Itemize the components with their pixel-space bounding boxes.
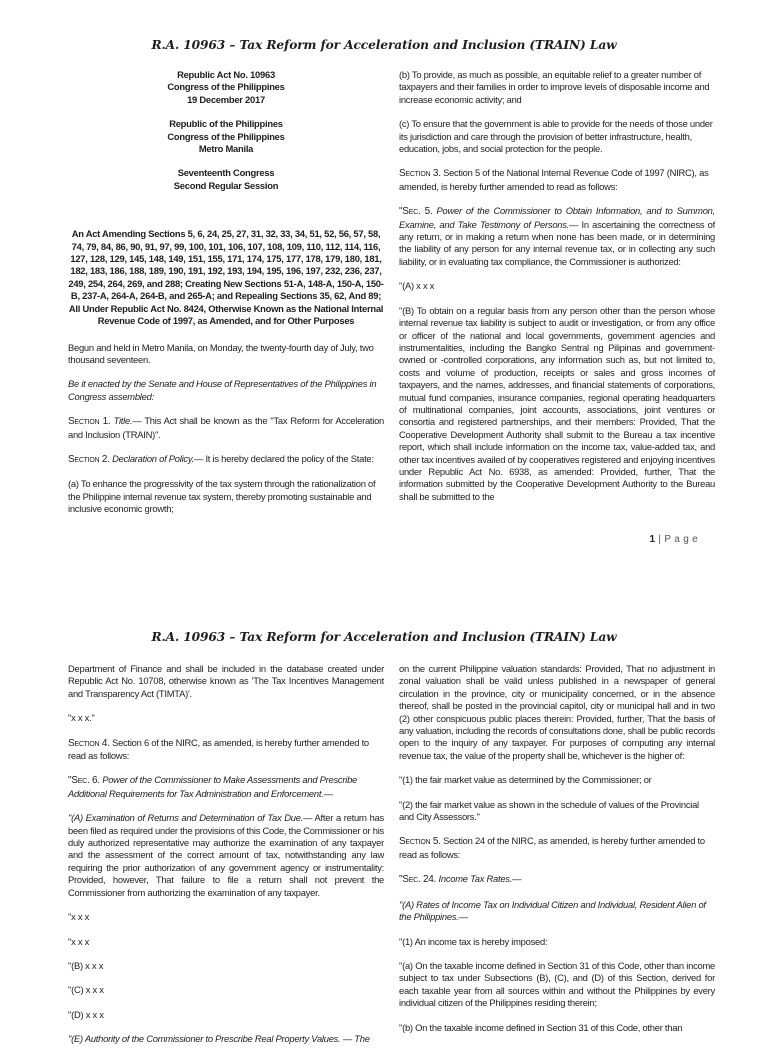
section-heading: Title.	[113, 415, 133, 427]
section-label: Section 3.	[399, 168, 441, 180]
paragraph-B: "(B) x x x	[68, 959, 104, 971]
paragraph-text: — After a return has been filed as required under the provisions of this Code, the Commissioner or his duly authorized representative may authorize the examination of any taxpayer and the assessment of the correct amount of tax, notwithstanding any law requiring the prior authorization of any government agency or instrumentality: Provided, however, That failure to file a return shall not prevent the Commissioner from authorizing the examination of any taxpayer.	[68, 812, 384, 898]
page-footer	[649, 534, 698, 545]
item-2: "(2) the fair market value as shown in the schedule of values of the Provincial and City Assessors."	[399, 798, 699, 823]
page-title: R.A. 10963 – Tax Reform for Acceleration and Inclusion (TRAIN) Law	[151, 38, 617, 52]
xxx-line: "x x x	[68, 911, 90, 923]
act-title: An Act Amending Sections 5, 6, 24, 25, 27, 31, 32, 33, 34, 51, 52, 56, 57, 58, 74, 79, 84, 86, 90, 91, 97, 99, 100, 101, 106, 107, 108, 109, 110, 112, 114, 116, 127, 128, 129, 145, 148, 149, 151, 155, 171, 174, 175, 177, 178, 179, 180, 181, 182, 183, 186, 188, 189, 190, 191, 192, 193, 194, 195, 196, 197, 232, 236, 237, 249, 254, 264, 269, and 288; Creating New Sections 51-A, 148-A, 150-A, 150-B, 237-A, 264-A, 264-B, and 265-A; and Repealing Sections 35, 62, And 89; All Under Republic Act No. 8424, Otherwise Known as the National Internal Revenue Code of 1997, as Amended, and for Other Purposes	[68, 228, 384, 327]
section-3	[399, 167, 715, 193]
act-header	[68, 69, 384, 106]
paragraph-A-rates: "(A) Rates of Income Tax on Individual Citizen and Individual, Resident Alien of the Philippines.—	[399, 898, 706, 923]
section-text: Section 6 of the NIRC, as amended, is hereby further amended to read as follows:	[68, 736, 369, 762]
item-b: "(b) On the taxable income defined in Section 31 of this Code, other than	[399, 1021, 683, 1033]
item-1: "(1) the fair market value as determined by the Commissioner; or	[399, 774, 652, 786]
section-4	[68, 737, 384, 763]
section-label: "Sec. 5.	[399, 206, 433, 218]
footer-label: P a g e	[664, 534, 698, 545]
section-heading: Income Tax Rates.—	[438, 873, 522, 885]
section-text: — It is hereby declared the policy of the State:	[193, 452, 374, 464]
section-heading: Declaration of Policy.	[112, 452, 194, 464]
timta-paragraph: Department of Finance and shall be included in the database created under Republic Act No. 10708, otherwise known as 'The Tax Incentives Management and Transparency Act (TIMTA)'.	[68, 663, 384, 699]
left-column	[68, 663, 384, 1058]
section-heading: Power of the Commissioner to Make Assessments and Prescribe Additional Requirements for Tax Administration and Enforcement.—	[68, 774, 358, 799]
paragraph-a: (a) To enhance the progressivity of the tax system through the rationalization of the Philippine internal revenue tax system, thereby promoting sustainable and inclusive economic growth;	[68, 478, 376, 515]
page-number: 1	[649, 534, 656, 545]
nirc-section-24	[399, 873, 715, 886]
header-line: 19 December 2017	[187, 93, 265, 105]
paragraph-b: (b) To provide, as much as possible, an equitable relief to a greater number of taxpayers and their families in order to improve levels of disposable income and increase economic activity; and	[399, 69, 710, 105]
footer-separator: |	[655, 534, 665, 545]
header-line: Congress of the Philippines	[167, 81, 285, 93]
paragraph-A	[68, 812, 384, 899]
session-header	[68, 167, 384, 192]
republic-header	[68, 118, 384, 155]
enacting-clause: Be it enacted by the Senate and House of Representatives of the Philippines in Congress assembled:	[68, 378, 377, 402]
begun-paragraph: Begun and held in Metro Manila, on Monday, the twenty-fourth day of July, two thousand seventeen.	[68, 341, 374, 365]
section-text: — In ascertaining the correctness of any return, or in making a return when none has been made, or in determining the liability of any person for any internal revenue tax, or in collecting any such liability, or in evaluating tax compliance, the Commissioner is authorized:	[399, 218, 715, 267]
paragraph-C: "(C) x x x	[68, 984, 104, 996]
header-line: Metro Manila	[198, 143, 254, 155]
left-column	[68, 69, 384, 528]
xxx-line: "x x x."	[68, 712, 95, 724]
item-1-income-tax: "(1) An income tax is hereby imposed:	[399, 935, 548, 947]
section-text: Section 24 of the NIRC, as amended, is hereby further amended to read as follows:	[399, 835, 705, 860]
header-line: Seventeenth Congress	[177, 167, 275, 179]
nirc-section-5	[399, 205, 715, 268]
section-label: "Sec. 6.	[68, 775, 100, 787]
paragraph-A-xxx: "(A) x x x	[399, 280, 435, 292]
paragraph-c: (c) To ensure that the government is able to provide for the needs of those under its jurisdiction and care through the provision of better infrastructure, health, education, jobs, and social protection for the people.	[399, 118, 713, 155]
paragraph-B: "(B) To obtain on a regular basis from any person other than the person whose internal revenue tax liability is subject to audit or investigation, or from any office or officer of the national and local governments, government agencies and instrumentalities, including the Bangko Sentral ng Pilipinas and government-owned or -controlled corporations, any information such as, but not limited to, costs and volume of production, receipts or sales and gross incomes of taxpayers, and the names, addresses, and financial statements of corporations, mutual fund companies, insurance companies, regional operating headquarters of multinational companies, joint accounts, associations, joint ventures or consortia and registered partnerships, and their members: Provided, That the Cooperative Development Authority shall submit to the Bureau a tax incentive report, which shall include information on the income tax, value-added tax, and other tax incentives availed of by cooperatives registered and enjoying incentives under Republic Act No. 6938, as amended: Provided, further, That the information submitted by the Cooperative Development Authority to the Bureau shall be submitted to the	[399, 304, 715, 502]
header-line: Second Regular Session	[173, 179, 279, 191]
section-2	[68, 453, 384, 466]
section-5	[399, 835, 715, 861]
section-label: "Sec. 24.	[399, 874, 437, 886]
right-column	[399, 663, 715, 1046]
section-heading: Power of the Commissioner to Obtain Information, and to Summon, Examine, and Take Testimony of Persons.	[399, 205, 715, 230]
header-line: Republic of the Philippines	[169, 118, 283, 130]
right-column	[399, 69, 715, 515]
section-text: — This Act shall be known as the "Tax Reform for Acceleration and Inclusion (TRAIN)".	[68, 415, 385, 440]
xxx-line: "x x x	[68, 935, 90, 947]
valuation-paragraph: on the current Philippine valuation standards: Provided, That no adjustment in zonal valuation shall be valid unless published in a newspaper of general circulation in the province, city or municipality concerned, or in the absence thereof, shall be posted in the provincial capitol, city or municipal hall and in two (2) other conspicuous public places therein: Provided, further, That the basis of any valuation, including the records of consultations done, shall be public records open to the inquiry of any taxpayer. For purposes of computing any internal revenue tax, the value of the property shall be, whichever is the higher of:	[399, 663, 715, 761]
section-label: Section 5.	[399, 836, 441, 848]
section-1	[68, 415, 384, 441]
section-label: Section 2.	[68, 453, 110, 465]
page-title: R.A. 10963 – Tax Reform for Acceleration and Inclusion (TRAIN) Law	[151, 630, 617, 644]
section-label: Section 1.	[68, 416, 111, 428]
document-page-2	[0, 618, 768, 1045]
section-label: Section 4.	[68, 737, 110, 749]
paragraph-D: "(D) x x x	[68, 1008, 104, 1020]
header-line: Congress of the Philippines	[167, 130, 285, 142]
header-line: Republic Act No. 10963	[177, 69, 275, 80]
item-a: "(a) On the taxable income defined in Section 31 of this Code, other than income subject to tax under Subsections (B), (C), and (D) of this Section, derived for each taxable year from all sources within and without the Philippines by every individual citizen of the Philippines residing therein;	[399, 959, 715, 1009]
paragraph-E: "(E) Authority of the Commissioner to Prescribe Real Property Values. — The	[68, 1033, 370, 1045]
paragraph-heading: "(A) Examination of Returns and Determination of Tax Due.	[68, 812, 304, 824]
nirc-section-6	[68, 774, 384, 800]
section-text: Section 5 of the National Internal Revenue Code of 1997 (NIRC), as amended, is hereby further amended to read as follows:	[399, 167, 709, 192]
